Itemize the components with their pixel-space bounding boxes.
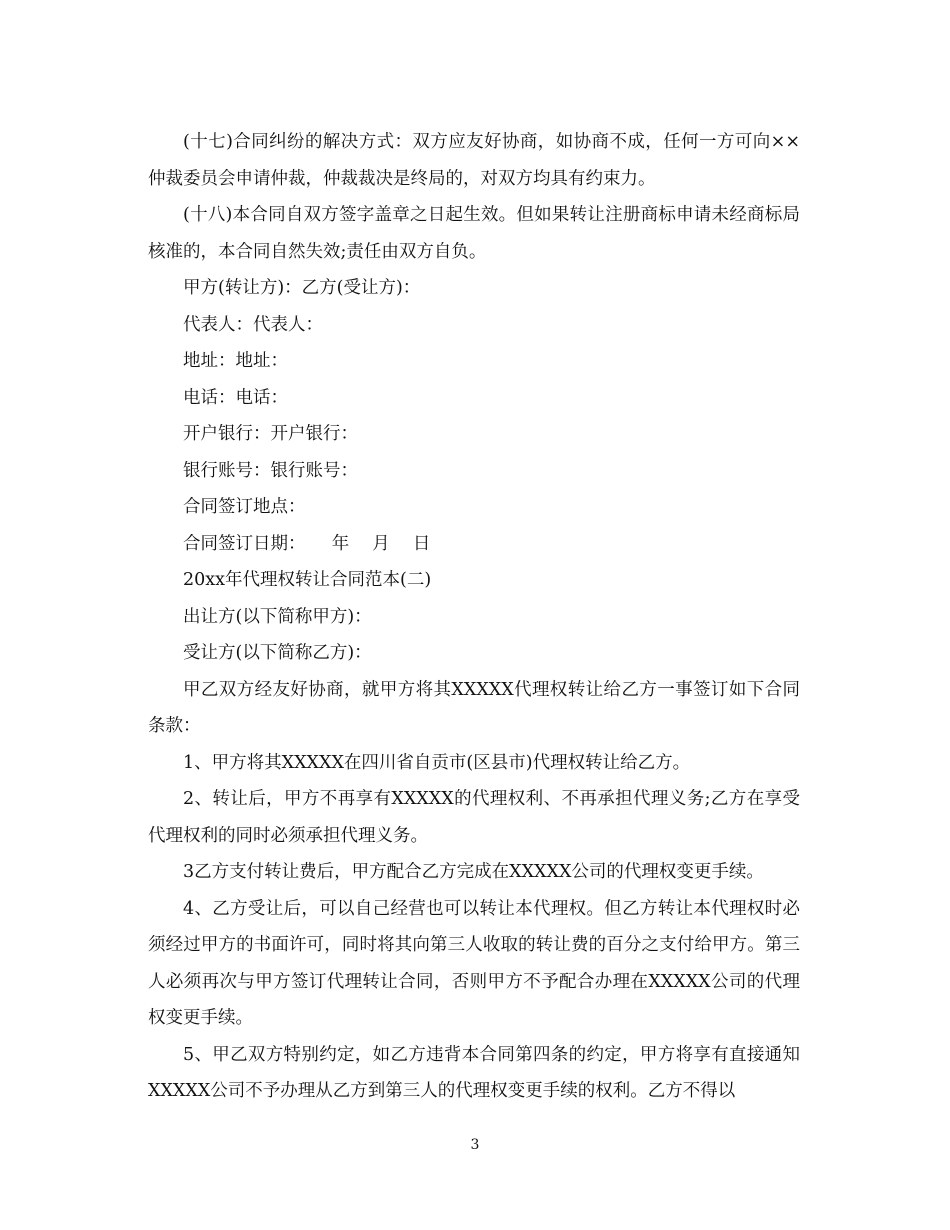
contract-preamble: 甲乙双方经友好协商，就甲方将其XXXXX代理权转让给乙方一事签订如下合同条款： xyxy=(148,679,800,736)
contract-clause-5: 5、甲乙双方特别约定，如乙方违背本合同第四条的约定，甲方将享有直接通知XXXXX公司不予办理从乙方到第三人的代理权变更手续的权利。乙方不得以 xyxy=(148,1044,800,1101)
contract-clause-1: 1、甲方将其XXXXX在四川省自贡市(区县市)代理权转让给乙方。 xyxy=(183,752,691,773)
contract-clause-3: 3乙方支付转让费后，甲方配合乙方完成在XXXXX公司的代理权变更手续。 xyxy=(183,862,764,882)
signature-phone-line: 电话：电话： xyxy=(183,387,288,408)
clause-18-effective-date: (十八)本合同自双方签字盖章之日起生效。但如果转让注册商标申请未经商标局核准的，本合同自然失效;责任由双方自负。 xyxy=(148,205,800,262)
signature-parties-line: 甲方(转让方)：乙方(受让方)： xyxy=(183,278,421,298)
document-body xyxy=(148,124,800,1110)
page-number: 3 xyxy=(470,1137,480,1153)
signature-account-line: 银行账号：银行账号： xyxy=(183,460,358,481)
contract-clause-4: 4、乙方受让后，可以自己经营也可以转让本代理权。但乙方转让本代理权时必须经过甲方的书面许可，同时将其向第三人收取的转让费的百分之支付给甲方。第三人必须再次与甲方签订代理转让合同，否则甲方不予配合办理在XXXXX公司的代理权变更手续。 xyxy=(148,898,800,1028)
signing-date-line: 合同签订日期： 年 月 日 xyxy=(183,533,431,554)
signature-representative-line: 代表人：代表人： xyxy=(183,314,323,335)
transferor-line: 出让方(以下简称甲方)： xyxy=(183,606,372,627)
clause-17-dispute-resolution: (十七)合同纠纷的解决方式：双方应友好协商，如协商不成，任何一方可向××仲裁委员会申请仲裁，仲裁裁决是终局的，对双方均具有约束力。 xyxy=(148,132,800,189)
signature-bank-line: 开户银行：开户银行： xyxy=(183,424,358,444)
transferee-line: 受让方(以下简称乙方)： xyxy=(183,643,372,663)
signature-address-line: 地址：地址： xyxy=(183,351,288,371)
contract-template-title: 20xx年代理权转让合同范本(二) xyxy=(183,570,432,590)
signing-place-line: 合同签订地点： xyxy=(183,497,306,517)
contract-clause-2: 2、转让后，甲方不再享有XXXXX的代理权利、不再承担代理义务;乙方在享受代理权利的同时必须承担代理义务。 xyxy=(148,789,800,846)
